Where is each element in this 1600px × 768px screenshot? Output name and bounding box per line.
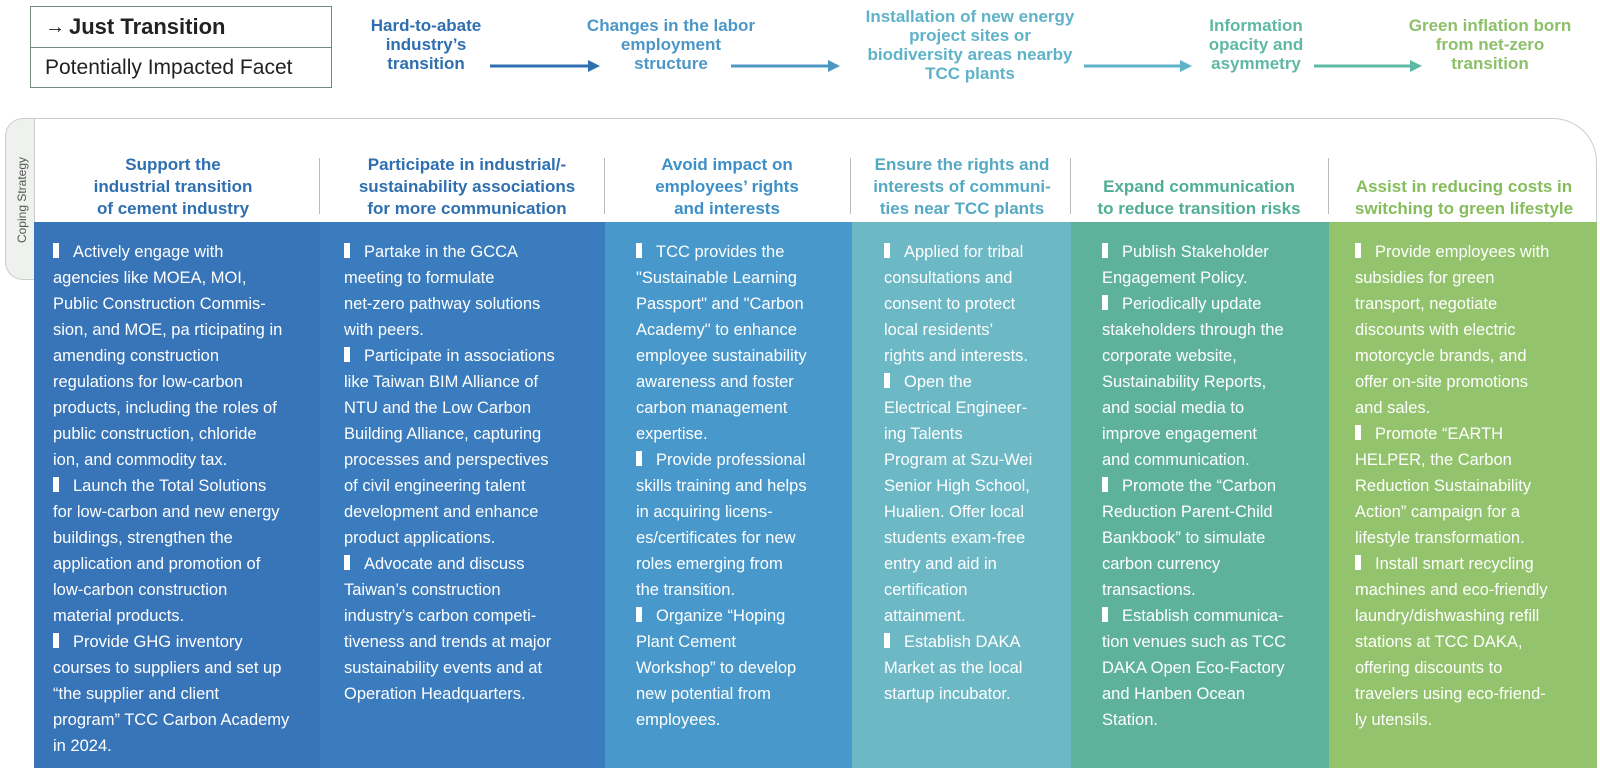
- strategy-line: Participate in industrial/-: [367, 155, 567, 174]
- facet-arrows: [0, 0, 1600, 100]
- bullet-line: Academy" to enhance: [636, 321, 797, 339]
- bullet-line: es/certificates for new: [636, 529, 796, 547]
- bullet-line: and social media to: [1102, 399, 1245, 417]
- bullet-line: employees.: [636, 711, 721, 729]
- bullet-line: Passport" and "Carbon: [636, 295, 804, 313]
- strategy-header-3: [612, 122, 842, 220]
- bullet-line: Hualien. Offer local: [884, 503, 1025, 521]
- bullet-line: corporate website,: [1102, 347, 1237, 365]
- strategy-title: [655, 154, 799, 220]
- header-separator: [850, 158, 851, 214]
- strategy-header-6: [1334, 122, 1594, 220]
- bullet-line: attainment.: [884, 607, 966, 625]
- bullet-line: product applications.: [344, 529, 496, 547]
- strategy-line: Ensure the rights and: [874, 155, 1050, 174]
- bullet-line: Engagement Policy.: [1102, 269, 1248, 287]
- header-separator: [1070, 158, 1071, 214]
- bullet-line: HELPER, the Carbon: [1355, 451, 1512, 469]
- bullet-item: [53, 629, 320, 759]
- strategy-line: and interests: [674, 199, 780, 218]
- bullet-line: low-carbon construction: [53, 581, 228, 599]
- bullet-line: consent to protect: [884, 295, 1016, 313]
- bullet-line: entry and aid in: [884, 555, 997, 573]
- facet-line: industry’s: [385, 35, 467, 54]
- bullet-item: [884, 629, 1071, 707]
- facet-line: Changes in the labor: [586, 16, 756, 35]
- bullet-line: material products.: [53, 607, 185, 625]
- bullet-item: [344, 551, 605, 707]
- bullet-line: application and promotion of: [53, 555, 261, 573]
- bullet-line: awareness and foster: [636, 373, 794, 391]
- bullet-line: Reduction Sustainability: [1355, 477, 1532, 495]
- bullet-line: Establish DAKA: [884, 629, 1071, 655]
- strategy-line: Avoid impact on: [661, 155, 793, 174]
- bullet-line: the transition.: [636, 581, 736, 599]
- bullet-line: Actively engage with: [53, 239, 320, 265]
- bullet-item: [53, 239, 320, 473]
- bullet-line: roles emerging from: [636, 555, 783, 573]
- bullet-line: courses to suppliers and set up: [53, 659, 282, 677]
- facet-line: Information: [1209, 16, 1303, 35]
- bullet-line: and communication.: [1102, 451, 1250, 469]
- bullet-item: [1102, 291, 1329, 473]
- bullet-line: tion venues such as TCC: [1102, 633, 1287, 651]
- bullet-line: stakeholders through the: [1102, 321, 1284, 339]
- bullet-line: Operation Headquarters.: [344, 685, 526, 703]
- bullet-line: rights and interests.: [884, 347, 1028, 365]
- bullet-line: students exam-free: [884, 529, 1026, 547]
- bullet-item: [1102, 473, 1329, 603]
- facet-line: TCC plants: [925, 64, 1015, 83]
- bullet-line: Provide GHG inventory: [53, 629, 320, 655]
- strategy-column-5: [1071, 222, 1329, 768]
- bullet-line: with peers.: [344, 321, 424, 339]
- arrow-4-icon: [1314, 60, 1422, 72]
- bullet-line: DAKA Open Eco-Factory: [1102, 659, 1285, 677]
- bullet-line: Promote “EARTH: [1355, 421, 1597, 447]
- bullet-item: [344, 343, 605, 551]
- bullet-line: amending construction: [53, 347, 220, 365]
- header-separator: [604, 158, 605, 214]
- strategy-line: ties near TCC plants: [879, 199, 1045, 218]
- bullet-item: [1102, 603, 1329, 733]
- facet-line: asymmetry: [1211, 54, 1301, 73]
- bullet-line: Open the: [884, 369, 1071, 395]
- strategy-line: for more communication: [367, 199, 567, 218]
- bullet-line: processes and perspectives: [344, 451, 549, 469]
- bullet-line: and sales.: [1355, 399, 1431, 417]
- strategy-line: industrial transition: [93, 177, 253, 196]
- bullet-line: Taiwan’s construction: [344, 581, 501, 599]
- bullet-line: and Hanben Ocean: [1102, 685, 1246, 703]
- bullet-line: TCC provides the: [636, 239, 852, 265]
- strategy-line: Support the: [125, 155, 221, 174]
- bullet-line: Participate in associations: [344, 343, 605, 369]
- bullet-line: Program at Szu-Wei: [884, 451, 1033, 469]
- bullet-line: public construction, chloride: [53, 425, 257, 443]
- bullet-line: tiveness and trends at major: [344, 633, 552, 651]
- facet-line: structure: [634, 54, 708, 73]
- strategy-header-2: [330, 122, 604, 220]
- bullet-line: Publish Stakeholder: [1102, 239, 1329, 265]
- bullet-line: in acquiring licens-: [636, 503, 773, 521]
- bullet-item: [1355, 239, 1597, 421]
- bullet-line: carbon currency: [1102, 555, 1221, 573]
- strategy-column-4: [852, 222, 1071, 768]
- strategy-line: employees’ rights: [655, 177, 799, 196]
- bullet-item: [1102, 239, 1329, 291]
- bullet-line: "Sustainable Learning: [636, 269, 797, 287]
- strategy-line: of cement industry: [96, 199, 250, 218]
- bullet-line: improve engagement: [1102, 425, 1258, 443]
- bullet-line: subsidies for green: [1355, 269, 1495, 287]
- bullet-line: offering discounts to: [1355, 659, 1503, 677]
- strategy-line: Assist in reducing costs in: [1355, 177, 1573, 196]
- legend-subtitle: Potentially Impacted Facet: [45, 56, 293, 79]
- bullet-item: [53, 473, 320, 629]
- bullet-line: Advocate and discuss: [344, 551, 605, 577]
- strategy-column-3: [605, 222, 852, 768]
- strategy-header-4: [856, 122, 1068, 220]
- bullet-line: Periodically update: [1102, 291, 1329, 317]
- bullet-line: net-zero pathway solutions: [344, 295, 541, 313]
- strategy-line: sustainability associations: [358, 177, 576, 196]
- bullet-line: Public Construction Commis-: [53, 295, 266, 313]
- bullet-line: lifestyle transformation.: [1355, 529, 1525, 547]
- strategy-header-5: [1074, 122, 1324, 220]
- bullet-line: Sustainability Reports,: [1102, 373, 1267, 391]
- bullet-line: Provide employees with: [1355, 239, 1597, 265]
- bullet-line: NTU and the Low Carbon: [344, 399, 532, 417]
- bullet-line: Building Alliance, capturing: [344, 425, 542, 443]
- bullet-item: [636, 239, 852, 447]
- bullet-line: sion, and MOE, pa rticipating in: [53, 321, 283, 339]
- bullet-line: industry’s carbon competi-: [344, 607, 537, 625]
- bullet-line: “the supplier and client: [53, 685, 220, 703]
- bullet-item: [1355, 551, 1597, 733]
- facet-line: Hard-to-abate: [370, 16, 482, 35]
- bullet-line: discounts with electric: [1355, 321, 1516, 339]
- bullet-line: sustainability events and at: [344, 659, 543, 677]
- strategy-line: switching to green lifestyle: [1354, 199, 1574, 218]
- bullet-line: Station.: [1102, 711, 1158, 729]
- bullet-line: consultations and: [884, 269, 1013, 287]
- bullet-line: Launch the Total Solutions: [53, 473, 320, 499]
- bullet-line: certification: [884, 581, 968, 599]
- bullet-line: machines and eco-friendly: [1355, 581, 1548, 599]
- arrow-1-icon: [490, 60, 600, 72]
- bullet-line: Provide professional: [636, 447, 852, 473]
- bullet-line: meeting to formulate: [344, 269, 495, 287]
- facet-line: biodiversity areas nearby: [867, 45, 1073, 64]
- bullet-line: transport, negotiate: [1355, 295, 1498, 313]
- facet-line: transition: [387, 54, 465, 73]
- bullet-line: skills training and helps: [636, 477, 807, 495]
- header-separator: [319, 158, 320, 214]
- facet-line: Green inflation born: [1408, 16, 1572, 35]
- bullet-line: ion, and commodity tax.: [53, 451, 228, 469]
- bullet-line: local residents’: [884, 321, 994, 339]
- bullet-line: Workshop” to develop: [636, 659, 797, 677]
- strategy-title: [1097, 176, 1300, 220]
- bullet-line: ing Talents: [884, 425, 963, 443]
- bullet-line: for low-carbon and new energy: [53, 503, 280, 521]
- strategy-column-2: [320, 222, 605, 768]
- bullet-line: Install smart recycling: [1355, 551, 1597, 577]
- facet-line: employment: [620, 35, 722, 54]
- bullet-line: Establish communica-: [1102, 603, 1329, 629]
- legend-title: Just Transition: [69, 14, 226, 39]
- bullet-line: Applied for tribal: [884, 239, 1071, 265]
- bullet-line: expertise.: [636, 425, 708, 443]
- facet-line: from net-zero: [1435, 35, 1545, 54]
- bullet-line: Organize “Hoping: [636, 603, 852, 629]
- strategy-title: [873, 154, 1051, 220]
- bullet-line: Plant Cement: [636, 633, 736, 651]
- bullet-line: Electrical Engineer-: [884, 399, 1028, 417]
- coping-strategy-label: Coping Strategy: [15, 156, 29, 244]
- bullet-line: Promote the “Carbon: [1102, 473, 1329, 499]
- bullet-item: [884, 369, 1071, 629]
- bullet-line: like Taiwan BIM Alliance of: [344, 373, 539, 391]
- bullet-line: Market as the local: [884, 659, 1023, 677]
- bullet-line: buildings, strengthen the: [53, 529, 233, 547]
- facet-line: opacity and: [1208, 35, 1304, 54]
- bullet-line: ly utensils.: [1355, 711, 1433, 729]
- bullet-item: [884, 239, 1071, 369]
- bullet-line: employee sustainability: [636, 347, 807, 365]
- strategy-column-1: [34, 222, 320, 768]
- facet-line: project sites or: [909, 26, 1031, 45]
- strategy-title: [94, 154, 253, 220]
- bullet-line: in 2024.: [53, 737, 112, 755]
- bullet-line: motorcycle brands, and: [1355, 347, 1527, 365]
- bullet-line: program” TCC Carbon Academy: [53, 711, 290, 729]
- strategy-column-6: [1329, 222, 1597, 768]
- bullet-line: agencies like MOEA, MOI,: [53, 269, 247, 287]
- header-separator: [1328, 158, 1329, 214]
- bullet-line: development and enhance: [344, 503, 539, 521]
- bullet-line: travelers using eco-friend-: [1355, 685, 1546, 703]
- bullet-line: Reduction Parent-Child: [1102, 503, 1273, 521]
- bullet-line: Bankbook” to simulate: [1102, 529, 1266, 547]
- bullet-item: [636, 447, 852, 603]
- bullet-line: new potential from: [636, 685, 771, 703]
- strategy-line: interests of communi-: [873, 177, 1051, 196]
- bullet-line: of civil engineering talent: [344, 477, 526, 495]
- facet-line: transition: [1451, 54, 1529, 73]
- strategy-header-1: [40, 122, 306, 220]
- bullet-item: [344, 239, 605, 343]
- bullet-line: products, including the roles of: [53, 399, 277, 417]
- strategy-title: [359, 154, 575, 220]
- bullet-line: carbon management: [636, 399, 788, 417]
- bullet-line: Partake in the GCCA: [344, 239, 605, 265]
- bullet-item: [1355, 421, 1597, 551]
- strategy-line: Expand communication: [1103, 177, 1295, 196]
- bullet-line: Senior High School,: [884, 477, 1030, 495]
- bullet-item: [636, 603, 852, 733]
- coping-strategy-label-wrap: [7, 150, 37, 250]
- strategy-title: [1355, 176, 1573, 220]
- bullet-line: transactions.: [1102, 581, 1196, 599]
- bullet-line: offer on-site promotions: [1355, 373, 1529, 391]
- bullet-line: startup incubator.: [884, 685, 1011, 703]
- bullet-line: laundry/dishwashing refill: [1355, 607, 1540, 625]
- bullet-line: stations at TCC DAKA,: [1355, 633, 1523, 651]
- bullet-line: regulations for low-carbon: [53, 373, 243, 391]
- strategy-line: to reduce transition risks: [1097, 199, 1301, 218]
- facet-line: Installation of new energy: [865, 7, 1075, 26]
- arrow-3-icon: [1084, 60, 1192, 72]
- arrow-2-icon: [731, 60, 840, 72]
- bullet-line: Action” campaign for a: [1355, 503, 1521, 521]
- arrow-right-icon: →: [45, 15, 65, 38]
